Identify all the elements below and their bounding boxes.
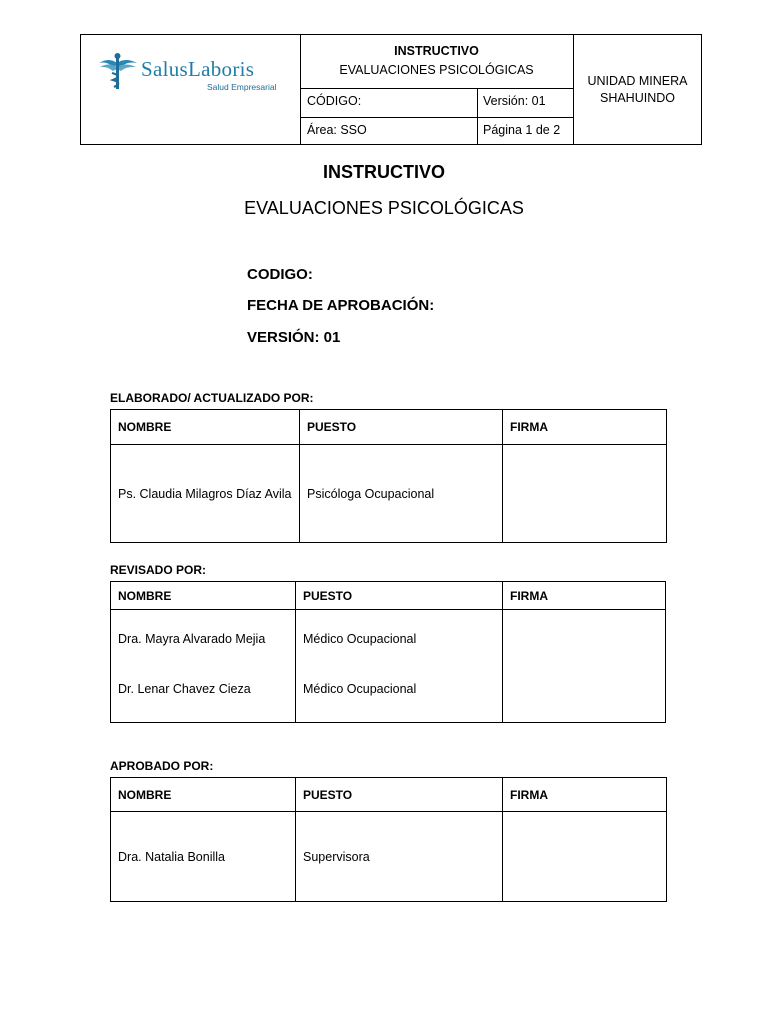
header-unidad-line1: UNIDAD MINERA [587, 74, 688, 88]
nombre-cell: Dra. Natalia Bonilla [111, 812, 296, 902]
column-header-nombre: NOMBRE [111, 778, 296, 812]
reviewer-name: Dr. Lenar Chavez Cieza [118, 682, 251, 696]
table-header-row [111, 778, 667, 812]
header-version: Versión: 01 [483, 94, 546, 108]
table-row [111, 812, 667, 902]
header-divider [300, 88, 573, 89]
table-header-row [111, 582, 666, 610]
nombre-cell [111, 610, 296, 723]
table-row [111, 445, 667, 543]
nombre-cell: Ps. Claudia Milagros Díaz Avila [111, 445, 300, 543]
header-area: Área: SSO [307, 123, 367, 137]
aprobado-table [110, 777, 667, 902]
document-header [80, 34, 702, 145]
logo-subtitle: Salud Empresarial [207, 82, 277, 92]
caduceus-logo-icon [97, 51, 139, 91]
header-doc-title: EVALUACIONES PSICOLÓGICAS [339, 63, 534, 77]
header-doc-type: INSTRUCTIVO [394, 44, 479, 58]
revisado-table [110, 581, 666, 723]
column-header-firma: FIRMA [503, 778, 667, 812]
table-row [111, 610, 666, 723]
header-divider [300, 117, 573, 118]
logo-wordmark: SalusLaboris [141, 57, 255, 81]
section-label-revisado: REVISADO POR: [110, 563, 207, 577]
firma-cell [503, 610, 666, 723]
column-header-firma: FIRMA [503, 582, 666, 610]
column-header-puesto: PUESTO [296, 582, 503, 610]
page-title: INSTRUCTIVO [322, 162, 445, 182]
table-header-row [111, 410, 667, 445]
header-divider [573, 35, 574, 144]
reviewer-name: Dra. Mayra Alvarado Mejia [118, 632, 266, 646]
header-codigo: CÓDIGO: [307, 94, 362, 108]
puesto-cell: Psicóloga Ocupacional [300, 445, 503, 543]
meta-fecha-aprobacion: FECHA DE APROBACIÓN: [247, 297, 435, 314]
column-header-firma: FIRMA [503, 410, 667, 445]
header-divider [477, 88, 478, 144]
meta-version: VERSIÓN: 01 [247, 329, 341, 346]
company-logo [97, 49, 287, 92]
elaborado-table [110, 409, 667, 543]
section-label-elaborado: ELABORADO/ ACTUALIZADO POR: [110, 391, 314, 405]
reviewer-position: Médico Ocupacional [303, 632, 417, 646]
column-header-puesto: PUESTO [296, 778, 503, 812]
page-subtitle: EVALUACIONES PSICOLÓGICAS [244, 198, 524, 218]
puesto-cell [296, 610, 503, 723]
firma-cell [503, 445, 667, 543]
column-header-puesto: PUESTO [300, 410, 503, 445]
section-label-aprobado: APROBADO POR: [110, 759, 214, 773]
puesto-cell: Supervisora [296, 812, 503, 902]
header-pagina: Página 1 de 2 [483, 123, 561, 137]
meta-codigo: CODIGO: [247, 266, 313, 283]
column-header-nombre: NOMBRE [111, 582, 296, 610]
firma-cell [503, 812, 667, 902]
header-unidad-line2: SHAHUINDO [599, 91, 675, 105]
reviewer-position: Médico Ocupacional [303, 682, 417, 696]
column-header-nombre: NOMBRE [111, 410, 300, 445]
